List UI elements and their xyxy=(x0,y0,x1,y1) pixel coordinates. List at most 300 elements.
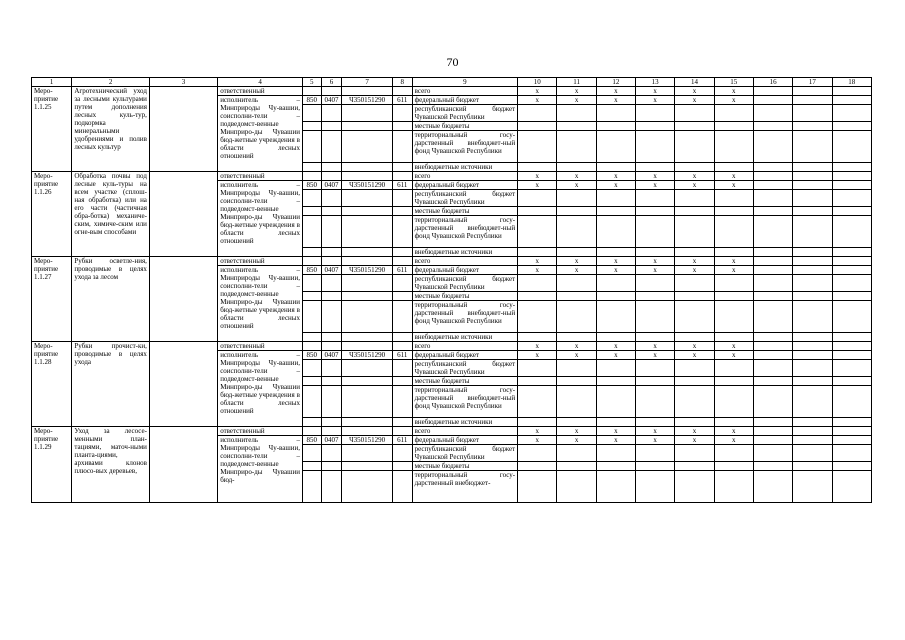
empty-cell xyxy=(557,386,596,418)
vr-empty xyxy=(392,216,412,248)
empty-cell xyxy=(518,248,557,257)
empty-cell xyxy=(793,163,832,172)
empty-cell xyxy=(636,275,675,292)
x-mark: x xyxy=(596,96,635,105)
activity-label: Меро-приятие 1.1.26 xyxy=(32,172,72,257)
empty-cell xyxy=(793,351,832,360)
x-mark: x xyxy=(636,266,675,275)
empty-cell xyxy=(793,190,832,207)
funding-source: местные бюджеты xyxy=(412,462,518,471)
empty-cell xyxy=(675,333,714,342)
funding-source: всего xyxy=(412,342,518,351)
column-number-9: 9 xyxy=(412,78,518,87)
x-mark: x xyxy=(636,96,675,105)
empty-cell xyxy=(753,181,792,190)
rzpr-empty xyxy=(321,471,342,503)
empty-cell xyxy=(793,292,832,301)
x-mark: x xyxy=(596,351,635,360)
vr-empty xyxy=(392,462,412,471)
empty-cell xyxy=(596,386,635,418)
empty-cell xyxy=(832,207,871,216)
empty-cell xyxy=(636,163,675,172)
empty-cell xyxy=(675,190,714,207)
empty-cell xyxy=(753,377,792,386)
grbs-empty xyxy=(303,87,322,96)
column-number-7: 7 xyxy=(342,78,393,87)
rzpr-empty xyxy=(321,462,342,471)
empty-cell xyxy=(793,445,832,462)
empty-cell xyxy=(793,216,832,248)
empty-cell xyxy=(714,248,753,257)
empty-cell xyxy=(714,292,753,301)
empty-cell xyxy=(518,377,557,386)
empty-cell xyxy=(675,275,714,292)
empty-cell xyxy=(714,333,753,342)
grbs-empty xyxy=(303,257,322,266)
rzpr-empty xyxy=(321,257,342,266)
grbs-empty xyxy=(303,386,322,418)
expense-type-code: 611 xyxy=(392,181,412,190)
rzpr-empty xyxy=(321,275,342,292)
funding-source: территориальный госу-дарственный внебюджет- xyxy=(412,471,518,503)
empty-cell xyxy=(832,181,871,190)
empty-cell xyxy=(753,216,792,248)
vr-empty xyxy=(392,342,412,351)
vr-empty xyxy=(392,360,412,377)
empty-cell xyxy=(675,445,714,462)
x-mark: x xyxy=(596,266,635,275)
empty-cell xyxy=(557,163,596,172)
empty-cell xyxy=(793,418,832,427)
empty-cell xyxy=(753,105,792,122)
empty-cell xyxy=(557,333,596,342)
column-number-3: 3 xyxy=(149,78,217,87)
empty-cell xyxy=(557,131,596,163)
table-body xyxy=(32,87,872,503)
empty-cell xyxy=(636,207,675,216)
column-number-10: 10 xyxy=(518,78,557,87)
funding-source: республиканский бюджет Чувашской Республики xyxy=(412,275,518,292)
funding-source: внебюджетные источники xyxy=(412,163,518,172)
vr-empty xyxy=(392,105,412,122)
empty-cell xyxy=(675,360,714,377)
empty-cell xyxy=(832,386,871,418)
grbs-empty xyxy=(303,131,322,163)
grbs-empty xyxy=(303,342,322,351)
x-mark: x xyxy=(557,172,596,181)
grbs-empty xyxy=(303,360,322,377)
empty-cell xyxy=(753,301,792,333)
empty-cell xyxy=(832,131,871,163)
vr-empty xyxy=(392,301,412,333)
column-number-18: 18 xyxy=(832,78,871,87)
x-mark: x xyxy=(714,181,753,190)
empty-cell xyxy=(675,131,714,163)
empty-cell xyxy=(518,301,557,333)
empty-cell xyxy=(753,292,792,301)
x-mark: x xyxy=(596,87,635,96)
x-mark: x xyxy=(636,436,675,445)
empty-cell xyxy=(753,445,792,462)
empty-cell xyxy=(714,360,753,377)
grbs-empty xyxy=(303,292,322,301)
x-mark: x xyxy=(557,96,596,105)
csr-empty xyxy=(342,163,393,172)
vr-empty xyxy=(392,207,412,216)
vr-empty xyxy=(392,172,412,181)
table-row xyxy=(32,342,872,351)
column-number-12: 12 xyxy=(596,78,635,87)
responsible-label: ответственный xyxy=(218,342,303,351)
empty-cell xyxy=(596,216,635,248)
grbs-empty xyxy=(303,248,322,257)
empty-cell xyxy=(675,377,714,386)
csr-empty xyxy=(342,207,393,216)
page-number: 70 xyxy=(446,55,459,69)
empty-cell xyxy=(793,87,832,96)
grbs-empty xyxy=(303,427,322,436)
empty-cell xyxy=(753,471,792,503)
empty-cell xyxy=(793,436,832,445)
empty-cell xyxy=(675,471,714,503)
section-code: 0407 xyxy=(321,181,342,190)
empty-cell xyxy=(518,216,557,248)
column-number-17: 17 xyxy=(793,78,832,87)
empty-cell xyxy=(596,301,635,333)
empty-cell xyxy=(557,216,596,248)
empty-cell xyxy=(518,275,557,292)
x-mark: x xyxy=(675,172,714,181)
empty-cell xyxy=(793,462,832,471)
empty-cell xyxy=(753,122,792,131)
empty-cell xyxy=(832,462,871,471)
x-mark: x xyxy=(675,87,714,96)
column-number-14: 14 xyxy=(675,78,714,87)
funding-source: республиканский бюджет Чувашской Республики xyxy=(412,105,518,122)
csr-empty xyxy=(342,445,393,462)
empty-cell xyxy=(636,131,675,163)
rzpr-empty xyxy=(321,418,342,427)
target-article-code: Ч350151290 xyxy=(342,266,393,275)
target-article-code: Ч350151290 xyxy=(342,96,393,105)
activity-label: Меро-приятие 1.1.29 xyxy=(32,427,72,503)
x-mark: x xyxy=(714,172,753,181)
empty-cell xyxy=(518,122,557,131)
funding-source: внебюджетные источники xyxy=(412,248,518,257)
empty-cell xyxy=(518,190,557,207)
empty-cell xyxy=(596,292,635,301)
rzpr-empty xyxy=(321,360,342,377)
empty-cell xyxy=(832,360,871,377)
funding-source: федеральный бюджет xyxy=(412,181,518,190)
empty-cell xyxy=(636,360,675,377)
empty-cell xyxy=(518,418,557,427)
empty-cell xyxy=(753,427,792,436)
vr-empty xyxy=(392,131,412,163)
section-code: 0407 xyxy=(321,351,342,360)
section-code: 0407 xyxy=(321,266,342,275)
empty-cell xyxy=(714,207,753,216)
empty-cell xyxy=(753,257,792,266)
grbs-empty xyxy=(303,377,322,386)
activity-name: Рубки осветле-ния, проводимые в целях ухода за лесом xyxy=(72,257,150,342)
empty-cell xyxy=(753,386,792,418)
vr-empty xyxy=(392,257,412,266)
funding-source: территориальный госу-дарственный внебюджет-ный фонд Чувашской Республики xyxy=(412,386,518,418)
expense-type-code: 611 xyxy=(392,436,412,445)
empty-cell xyxy=(793,131,832,163)
empty-cell xyxy=(832,248,871,257)
vr-empty xyxy=(392,87,412,96)
responsible-executor: исполнитель – Минприроды Чу-вашии, соисполни-тели – подведомст-венные Минприро-ды Чувашии бюд-жетные учреждения в области лесных отношений xyxy=(218,96,303,172)
x-mark: x xyxy=(675,427,714,436)
vr-empty xyxy=(392,386,412,418)
x-mark: x xyxy=(675,342,714,351)
grbs-empty xyxy=(303,105,322,122)
grbs-code: 850 xyxy=(303,436,322,445)
empty-cell xyxy=(518,462,557,471)
empty-cell xyxy=(753,342,792,351)
empty-cell xyxy=(557,292,596,301)
funding-source: всего xyxy=(412,87,518,96)
empty-cell xyxy=(832,216,871,248)
empty-cell xyxy=(793,386,832,418)
x-mark: x xyxy=(675,96,714,105)
funding-source: всего xyxy=(412,257,518,266)
responsible-label: ответственный xyxy=(218,257,303,266)
empty-cell xyxy=(714,462,753,471)
column-number-5: 5 xyxy=(303,78,322,87)
empty-cell xyxy=(832,266,871,275)
empty-cell xyxy=(714,105,753,122)
empty-cell xyxy=(753,131,792,163)
empty-cell xyxy=(832,301,871,333)
budget-table xyxy=(31,77,872,503)
empty-cell xyxy=(753,96,792,105)
x-mark: x xyxy=(518,87,557,96)
empty-cell xyxy=(557,275,596,292)
csr-empty xyxy=(342,131,393,163)
rzpr-empty xyxy=(321,333,342,342)
empty-cell xyxy=(596,105,635,122)
x-mark: x xyxy=(714,342,753,351)
table-row xyxy=(32,172,872,181)
x-mark: x xyxy=(557,427,596,436)
empty-cell xyxy=(596,333,635,342)
rzpr-empty xyxy=(321,172,342,181)
empty-cell xyxy=(636,292,675,301)
vr-empty xyxy=(392,427,412,436)
activity-name: Агротехнический уход за лесными культурами путем дополнения лесных куль-тур, подкормка минеральными удобрениями и полив лесных культур xyxy=(72,87,150,172)
grbs-empty xyxy=(303,418,322,427)
empty-cell xyxy=(675,301,714,333)
column-3-cell xyxy=(149,427,217,503)
grbs-empty xyxy=(303,275,322,292)
x-mark: x xyxy=(636,427,675,436)
empty-cell xyxy=(832,105,871,122)
empty-cell xyxy=(557,360,596,377)
empty-cell xyxy=(832,190,871,207)
empty-cell xyxy=(793,427,832,436)
funding-source: местные бюджеты xyxy=(412,207,518,216)
grbs-code: 850 xyxy=(303,96,322,105)
empty-cell xyxy=(557,377,596,386)
empty-cell xyxy=(596,248,635,257)
csr-empty xyxy=(342,342,393,351)
x-mark: x xyxy=(596,342,635,351)
responsible-label: ответственный xyxy=(218,87,303,96)
empty-cell xyxy=(753,266,792,275)
empty-cell xyxy=(636,386,675,418)
empty-cell xyxy=(557,301,596,333)
grbs-empty xyxy=(303,122,322,131)
column-3-cell xyxy=(149,342,217,427)
empty-cell xyxy=(675,462,714,471)
funding-source: территориальный госу-дарственный внебюджет-ный фонд Чувашской Республики xyxy=(412,301,518,333)
csr-empty xyxy=(342,248,393,257)
x-mark: x xyxy=(518,172,557,181)
column-number-13: 13 xyxy=(636,78,675,87)
funding-source: территориальный госу-дарственный внебюджет-ный фонд Чувашской Республики xyxy=(412,216,518,248)
empty-cell xyxy=(714,301,753,333)
empty-cell xyxy=(518,360,557,377)
rzpr-empty xyxy=(321,216,342,248)
table-row xyxy=(32,87,872,96)
empty-cell xyxy=(636,122,675,131)
csr-empty xyxy=(342,172,393,181)
x-mark: x xyxy=(714,351,753,360)
rzpr-empty xyxy=(321,342,342,351)
funding-source: внебюджетные источники xyxy=(412,418,518,427)
column-number-2: 2 xyxy=(72,78,150,87)
empty-cell xyxy=(714,471,753,503)
vr-empty xyxy=(392,445,412,462)
empty-cell xyxy=(557,418,596,427)
x-mark: x xyxy=(714,87,753,96)
grbs-empty xyxy=(303,301,322,333)
funding-source: местные бюджеты xyxy=(412,292,518,301)
empty-cell xyxy=(753,87,792,96)
empty-cell xyxy=(832,163,871,172)
grbs-empty xyxy=(303,333,322,342)
empty-cell xyxy=(675,105,714,122)
csr-empty xyxy=(342,377,393,386)
column-3-cell xyxy=(149,87,217,172)
empty-cell xyxy=(793,172,832,181)
funding-source: местные бюджеты xyxy=(412,377,518,386)
empty-cell xyxy=(596,122,635,131)
empty-cell xyxy=(793,122,832,131)
rzpr-empty xyxy=(321,301,342,333)
x-mark: x xyxy=(636,181,675,190)
expense-type-code: 611 xyxy=(392,96,412,105)
empty-cell xyxy=(636,190,675,207)
x-mark: x xyxy=(557,87,596,96)
empty-cell xyxy=(596,190,635,207)
x-mark: x xyxy=(518,266,557,275)
empty-cell xyxy=(753,190,792,207)
grbs-empty xyxy=(303,207,322,216)
vr-empty xyxy=(392,418,412,427)
responsible-executor: исполнитель – Минприроды Чу-вашии, соисполни-тели – подведомст-венные Минприро-ды Чувашии бюд- xyxy=(218,436,303,503)
x-mark: x xyxy=(557,351,596,360)
empty-cell xyxy=(714,122,753,131)
activity-name: Рубки прочист-ки, проводимые в целях ухода xyxy=(72,342,150,427)
rzpr-empty xyxy=(321,207,342,216)
empty-cell xyxy=(793,181,832,190)
empty-cell xyxy=(793,360,832,377)
vr-empty xyxy=(392,190,412,207)
empty-cell xyxy=(832,122,871,131)
column-number-15: 15 xyxy=(714,78,753,87)
x-mark: x xyxy=(518,257,557,266)
grbs-empty xyxy=(303,471,322,503)
empty-cell xyxy=(753,172,792,181)
column-number-6: 6 xyxy=(321,78,342,87)
x-mark: x xyxy=(636,172,675,181)
empty-cell xyxy=(753,248,792,257)
empty-cell xyxy=(832,172,871,181)
funding-source: федеральный бюджет xyxy=(412,436,518,445)
empty-cell xyxy=(636,377,675,386)
empty-cell xyxy=(793,248,832,257)
empty-cell xyxy=(518,333,557,342)
x-mark: x xyxy=(518,96,557,105)
empty-cell xyxy=(636,216,675,248)
x-mark: x xyxy=(675,436,714,445)
csr-empty xyxy=(342,418,393,427)
empty-cell xyxy=(793,266,832,275)
column-number-8: 8 xyxy=(392,78,412,87)
x-mark: x xyxy=(557,181,596,190)
grbs-empty xyxy=(303,216,322,248)
responsible-executor: исполнитель – Минприроды Чу-вашии, соисполни-тели – подведомст-венные Минприро-ды Чувашии бюд-жетные учреждения в области лесных отношений xyxy=(218,266,303,342)
x-mark: x xyxy=(675,266,714,275)
vr-empty xyxy=(392,163,412,172)
vr-empty xyxy=(392,471,412,503)
empty-cell xyxy=(832,257,871,266)
x-mark: x xyxy=(675,351,714,360)
empty-cell xyxy=(832,333,871,342)
empty-cell xyxy=(518,131,557,163)
responsible-executor: исполнитель – Минприроды Чу-вашии, соисполни-тели – подведомст-венные Минприро-ды Чувашии бюд-жетные учреждения в области лесных отношений xyxy=(218,181,303,257)
empty-cell xyxy=(518,471,557,503)
empty-cell xyxy=(675,292,714,301)
activity-name: Уход за лесосе-менными план-тациями, маточ-ными планта-циями, архивами клонов плюсо-вых деревьев, xyxy=(72,427,150,503)
x-mark: x xyxy=(596,436,635,445)
grbs-code: 850 xyxy=(303,351,322,360)
table-row xyxy=(32,427,872,436)
section-code: 0407 xyxy=(321,436,342,445)
empty-cell xyxy=(557,105,596,122)
csr-empty xyxy=(342,462,393,471)
empty-cell xyxy=(714,445,753,462)
rzpr-empty xyxy=(321,386,342,418)
grbs-empty xyxy=(303,163,322,172)
rzpr-empty xyxy=(321,163,342,172)
rzpr-empty xyxy=(321,377,342,386)
rzpr-empty xyxy=(321,445,342,462)
empty-cell xyxy=(636,418,675,427)
empty-cell xyxy=(596,445,635,462)
empty-cell xyxy=(518,207,557,216)
empty-cell xyxy=(596,275,635,292)
x-mark: x xyxy=(518,351,557,360)
x-mark: x xyxy=(518,427,557,436)
csr-empty xyxy=(342,216,393,248)
rzpr-empty xyxy=(321,131,342,163)
x-mark: x xyxy=(636,342,675,351)
